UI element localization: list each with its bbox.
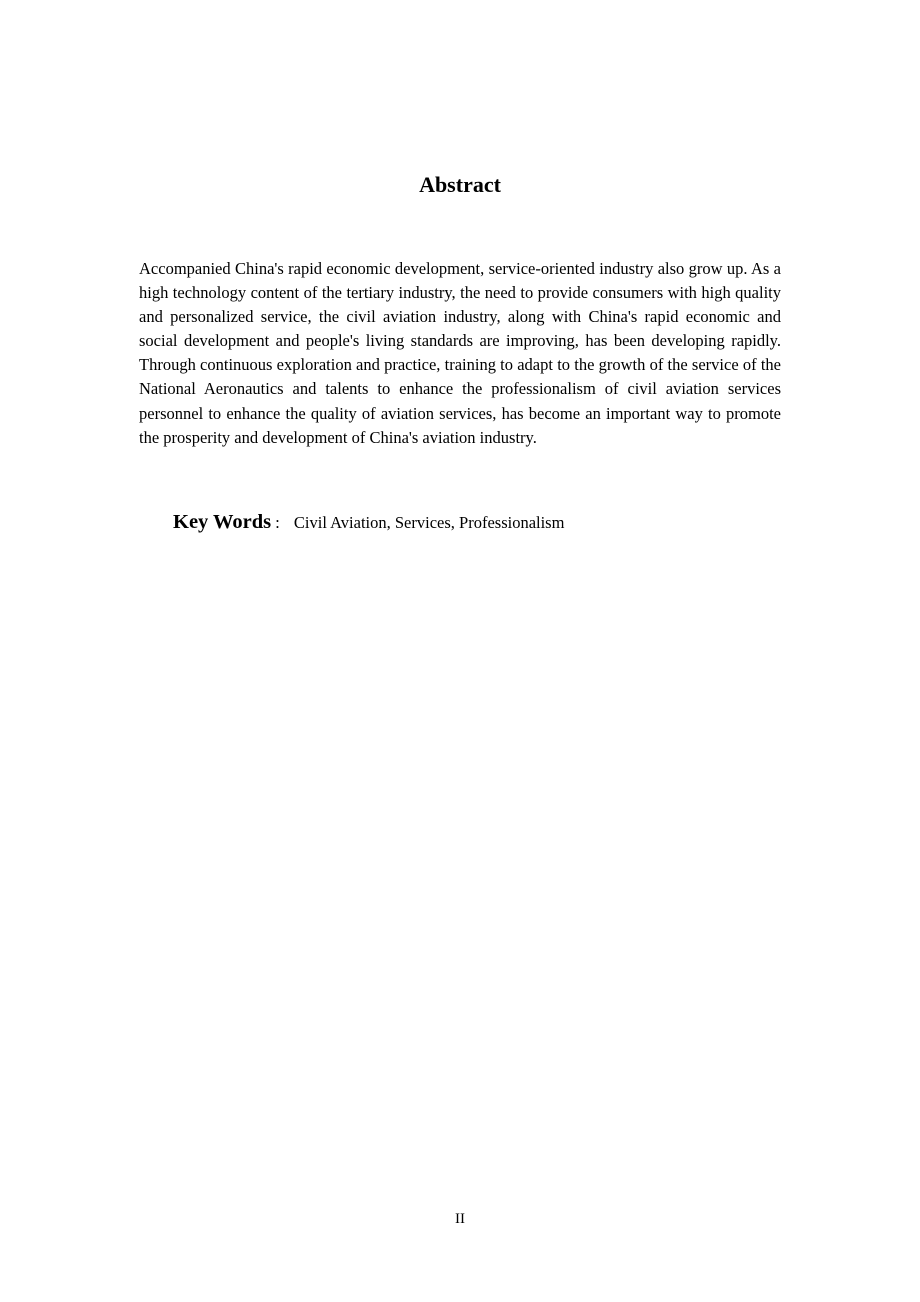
- keywords-value: Civil Aviation, Services, Professionalism: [293, 513, 565, 532]
- page-number: II: [455, 1211, 465, 1227]
- page-title: Abstract: [419, 172, 501, 197]
- abstract-paragraph: Accompanied China's rapid economic development, service-oriented industry also grow up. As a high technology content of the tertiary industry, the need to provide consumers with high quality and personalized service, the civil aviation industry, along with China's rapid economic and social development and people's living standards are improving, has been developing rapidly. Through continuous exploration and practice, training to adapt to the growth of the service of the National Aeronautics and talents to enhance the professionalism of civil aviation services personnel to enhance the quality of aviation services, has become an important way to promote the prosperity and development of China's aviation industry.: [139, 259, 781, 447]
- keywords-separator: :: [275, 513, 280, 532]
- keywords-line: [173, 508, 773, 538]
- keywords-label: Key Words: [173, 511, 272, 533]
